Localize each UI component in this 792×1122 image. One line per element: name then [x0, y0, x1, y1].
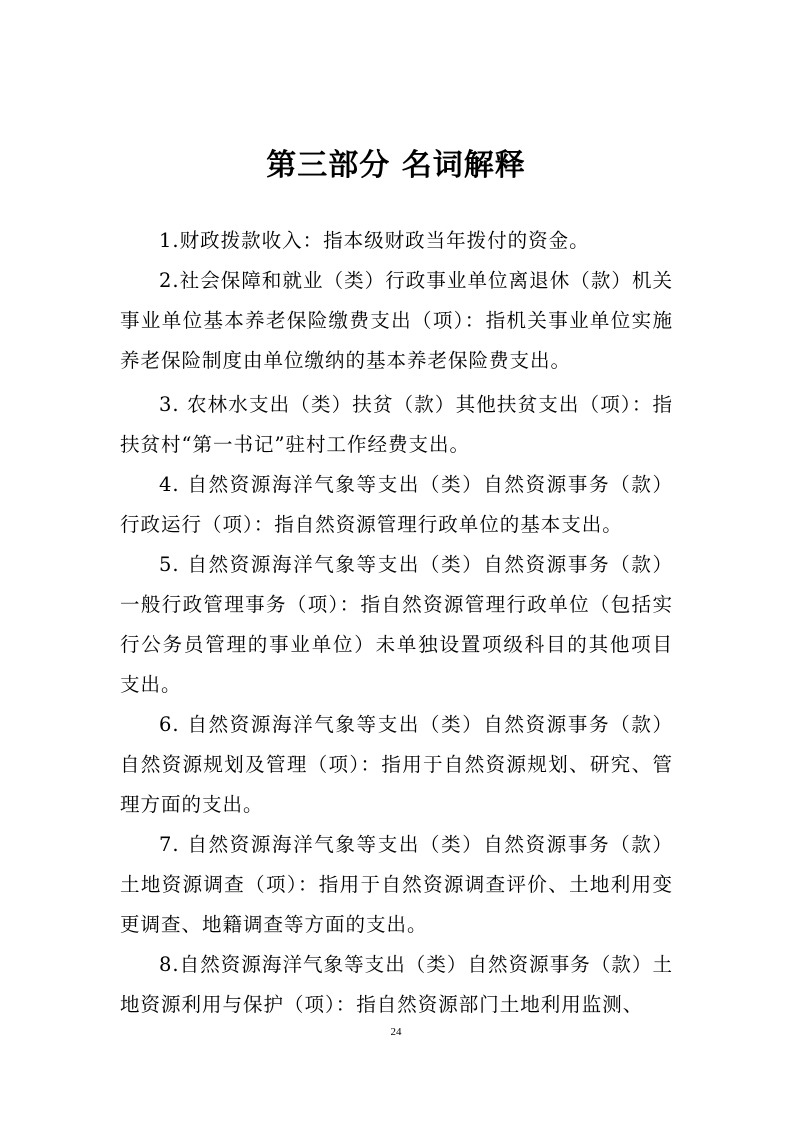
paragraph-3: 3. 农林水支出（类）扶贫（款）其他扶贫支出（项）：指扶贫村“第一书记”驻村工作经费支出。 — [120, 393, 673, 456]
page-number: 24 — [390, 1026, 402, 1038]
paragraph-7: 7. 自然资源海洋气象等支出（类）自然资源事务（款）土地资源调查（项）：指用于自然资源调查评价、土地利用变更调查、地籍调查等方面的支出。 — [120, 833, 673, 936]
paragraph-8: 8.自然资源海洋气象等支出（类）自然资源事务（款）土地资源利用与保护（项）：指自然资源部门土地利用监测、 — [120, 953, 673, 1016]
page-title: 第三部分 名词解释 — [266, 148, 526, 183]
paragraph-4: 4. 自然资源海洋气象等支出（类）自然资源事务（款）行政运行（项）：指自然资源管理行政单位的基本支出。 — [120, 473, 673, 536]
paragraph-2: 2.社会保障和就业（类）行政事业单位离退休（款）机关事业单位基本养老保险缴费支出（项）：指机关事业单位实施养老保险制度由单位缴纳的基本养老保险费支出。 — [120, 269, 673, 372]
document-body — [120, 221, 673, 1025]
paragraph-5: 5. 自然资源海洋气象等支出（类）自然资源事务（款）一般行政管理事务（项）：指自然资源管理行政单位（包括实行公务员管理的事业单位）未单独设置项级科目的其他项目支出。 — [120, 553, 673, 696]
paragraph-1: 1.财政拨款收入：指本级财政当年拨付的资金。 — [159, 229, 590, 252]
paragraph-6: 6. 自然资源海洋气象等支出（类）自然资源事务（款）自然资源规划及管理（项）：指用于自然资源规划、研究、管理方面的支出。 — [120, 713, 673, 816]
